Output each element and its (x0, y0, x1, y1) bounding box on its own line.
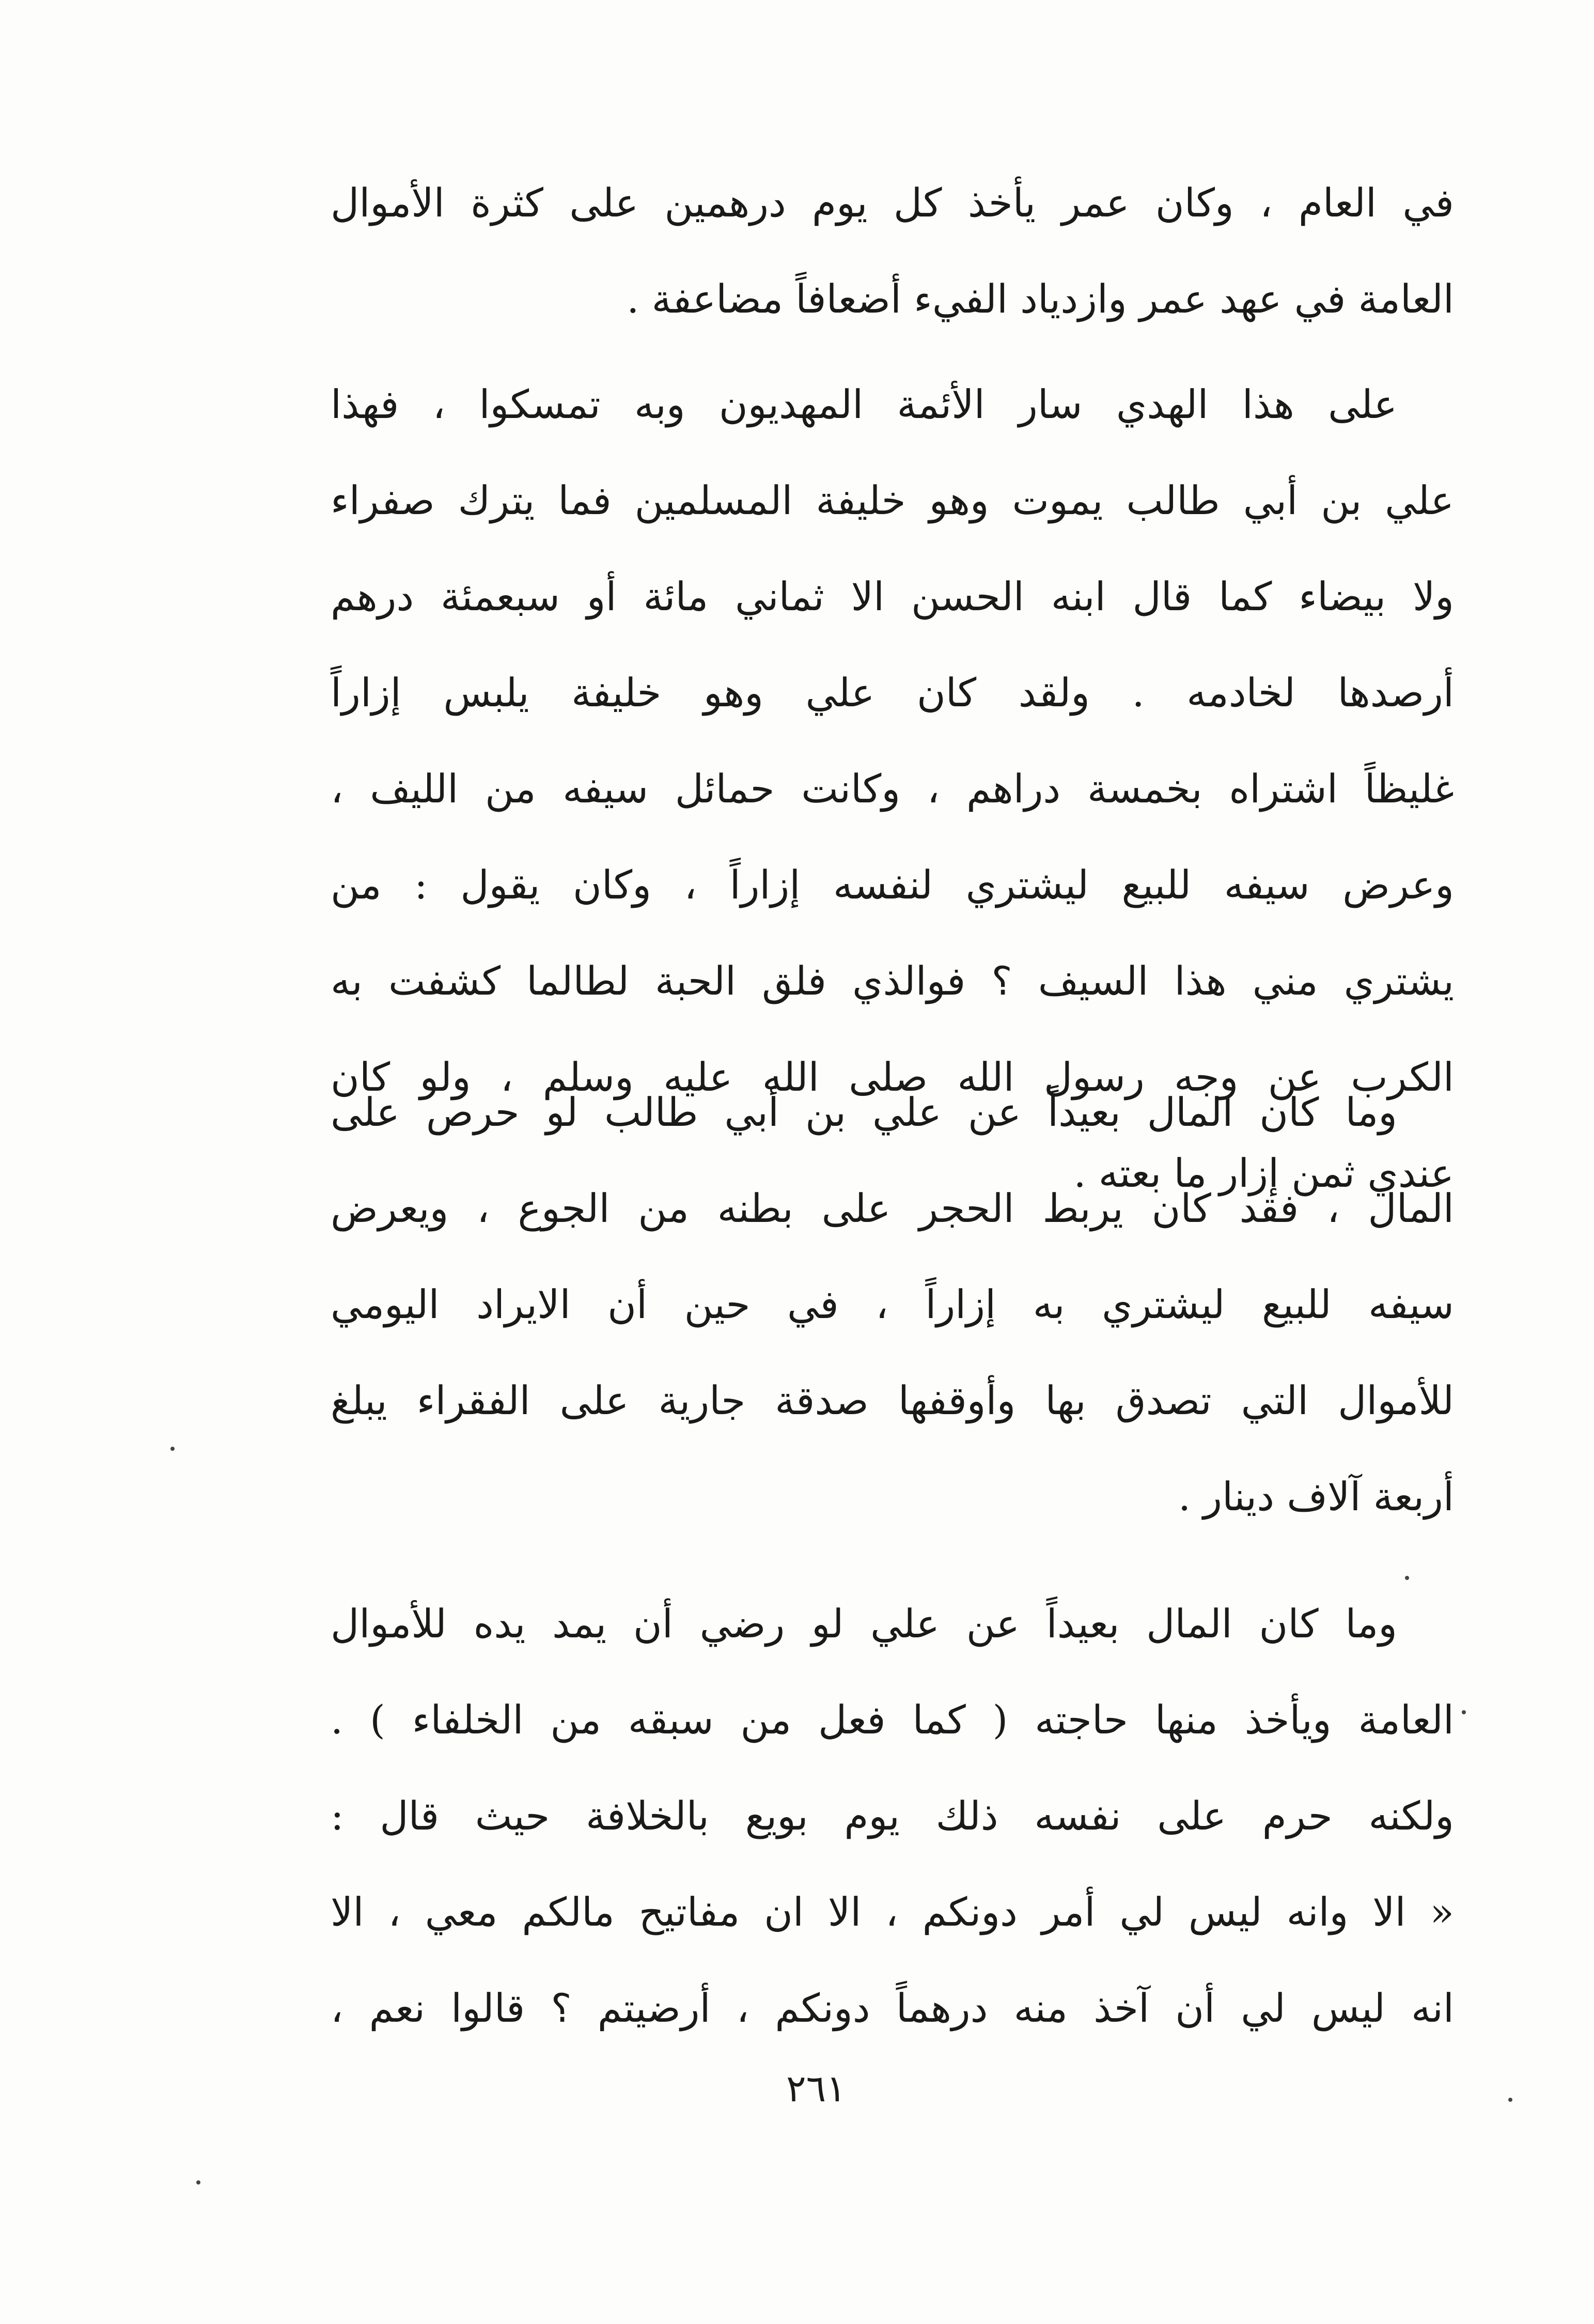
text-line: الكرب عن وجه رسول الله صلى الله عليه وسلم ، ولو كان (331, 1054, 1454, 1100)
text-line: في العام ، وكان عمر يأخذ كل يوم درهمين على كثرة الأموال (331, 180, 1454, 226)
text-line: على هذا الهدي سار الأئمة المهديون وبه تمسكوا ، فهذا (331, 381, 1397, 427)
text-line: العامة ويأخذ منها حاجته ( كما فعل من سبقه من الخلفاء ) . (331, 1697, 1454, 1743)
text-line: أربعة آلاف دينار . (1178, 1474, 1454, 1520)
scan-speck (1405, 1576, 1409, 1580)
text-line: عندي ثمن إزار ما بعته . (1073, 1150, 1454, 1196)
text-line: « الا وانه ليس لي أمر دونكم ، الا ان مفاتيح مالكم معي ، الا (331, 1889, 1454, 1935)
scan-speck (1462, 1710, 1466, 1714)
scan-speck (1508, 2098, 1512, 2102)
text-line: انه ليس لي أن آخذ منه درهماً دونكم ، أرضيتم ؟ قالوا نعم ، (331, 1985, 1454, 2031)
text-line: غليظاً اشتراه بخمسة دراهم ، وكانت حمائل سيفه من الليف ، (331, 766, 1454, 812)
paragraph-4 (331, 1576, 1454, 2056)
text-line: علي بن أبي طالب يموت وهو خليفة المسلمين فما يترك صفراء (331, 477, 1454, 523)
text-line: العامة في عهد عمر وازدياد الفيء أضعافاً مضاعفة . (627, 276, 1454, 322)
text-line: ولكنه حرم على نفسه ذلك يوم بويع بالخلافة حيث قال : (331, 1793, 1454, 1839)
scan-speck (196, 2180, 200, 2184)
scan-speck (170, 1447, 175, 1451)
text-line: المال ، فقد كان يربط الحجر على بطنه من الجوع ، ويعرض (331, 1185, 1454, 1231)
text-line: وما كان المال بعيداً عن علي لو رضي أن يمد يده للأموال (331, 1601, 1397, 1647)
page-number: ٢٦١ (786, 2067, 846, 2110)
text-line: أرصدها لخادمه . ولقد كان علي وهو خليفة يلبس إزاراً (331, 670, 1454, 716)
text-line: وما كان المال بعيداً عن علي بن أبي طالب لو حرص على (331, 1089, 1398, 1135)
text-line: سيفه للبيع ليشتري به إزاراً ، في حين أن الايراد اليومي (331, 1281, 1454, 1327)
text-line: يشتري مني هذا السيف ؟ فوالذي فلق الحبة لطالما كشفت به (331, 958, 1454, 1004)
paragraph-1 (331, 155, 1454, 347)
paragraph-3 (331, 1064, 1454, 1545)
text-line: للأموال التي تصدق بها وأوقفها صدقة جارية على الفقراء يبلغ (331, 1377, 1454, 1423)
text-line: ولا بيضاء كما قال ابنه الحسن الا ثماني مائة أو سبعمئة درهم (331, 574, 1454, 619)
text-line: وعرض سيفه للبيع ليشتري لنفسه إزاراً ، وكان يقول : من (331, 862, 1454, 908)
